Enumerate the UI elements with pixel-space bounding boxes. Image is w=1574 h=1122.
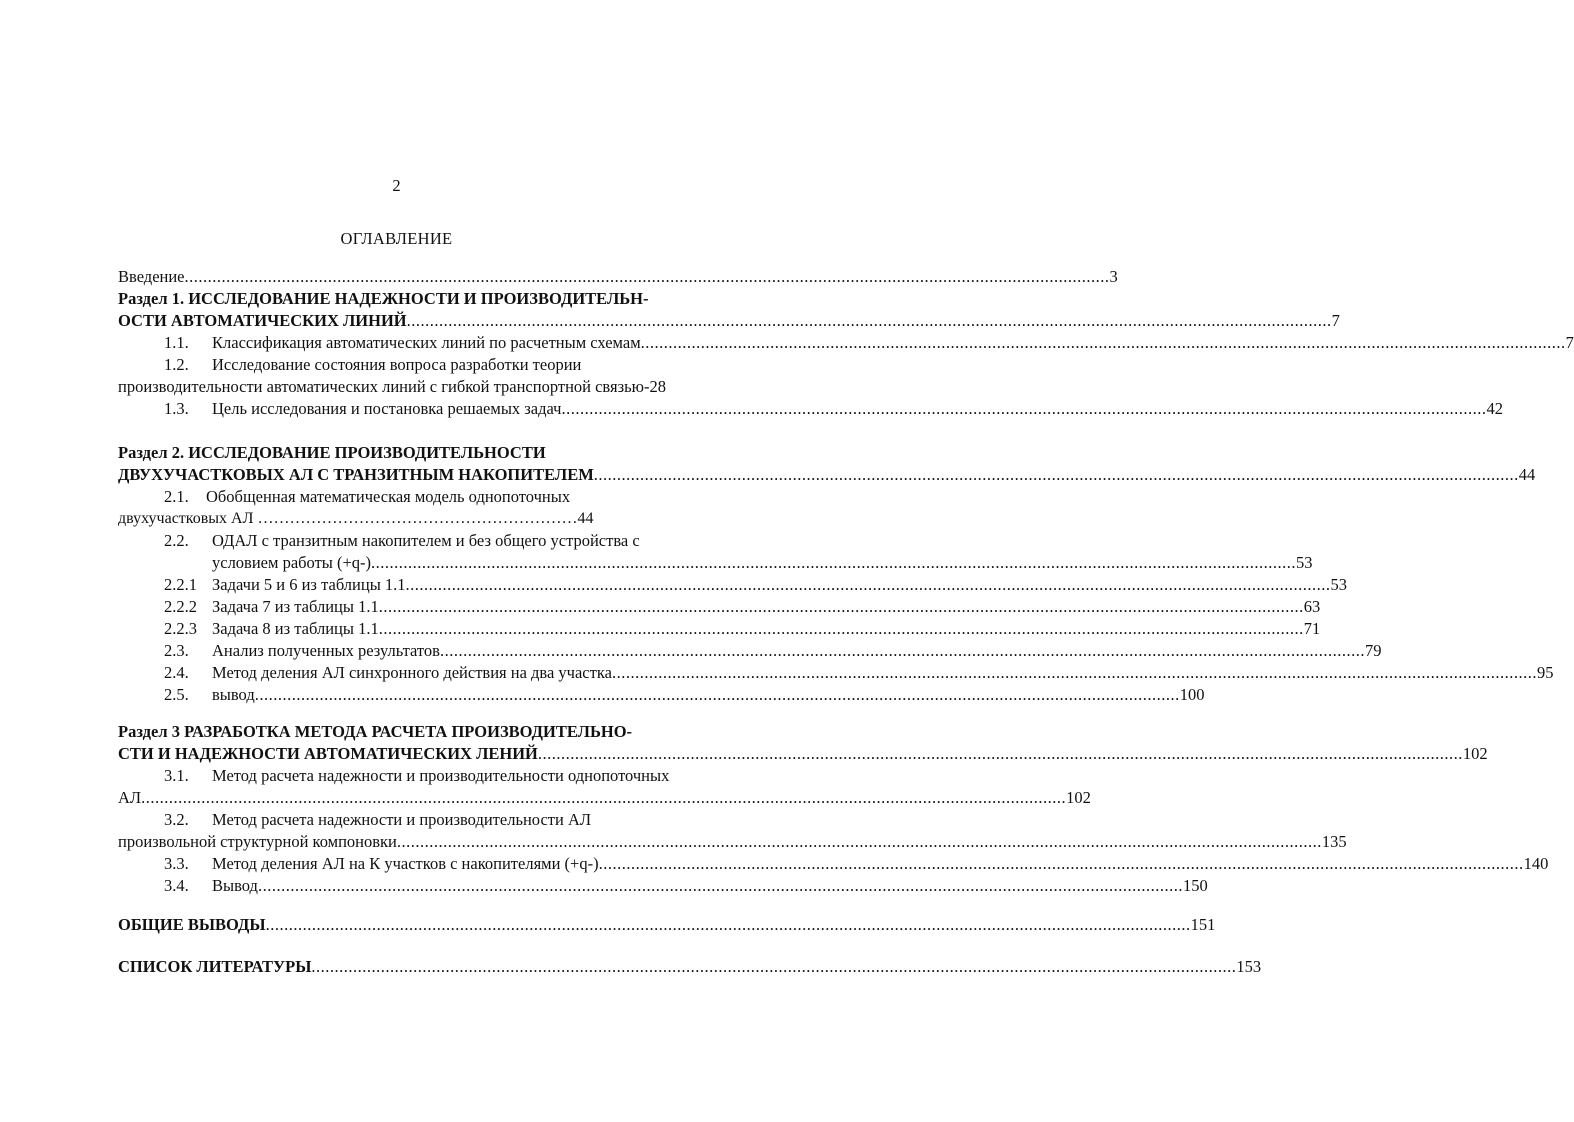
- toc-entry-1-2-line2[interactable]: производительности автоматических линий с гибкой транспортной связью-28: [118, 377, 666, 396]
- toc-general-conclusions[interactable]: ОБЩИЕ ВЫВОДЫ ........................................................................................................................................................................................................ 151: [118, 915, 1216, 934]
- toc-section-2-line2[interactable]: ДВУХУЧАСТКОВЫХ АЛ С ТРАНЗИТНЫМ НАКОПИТЕЛЕМ ........................................................................................................................................................................................................ 44: [118, 465, 1536, 484]
- toc-entry-2-4[interactable]: 2.4. Метод деления АЛ синхронного действия на два участка ........................................................................................................................................................................................................ 95: [164, 663, 1554, 682]
- toc-entry-3-2-line2[interactable]: произвольной структурной компоновки ........................................................................................................................................................................................................ 135: [118, 832, 1347, 851]
- toc-entry-2-3[interactable]: 2.3. Анализ полученных результатов ........................................................................................................................................................................................................ 79: [164, 641, 1382, 660]
- toc-entry-3-1-line1[interactable]: 3.1. Метод расчета надежности и производительности однопоточных: [164, 766, 670, 785]
- toc-entry-3-4[interactable]: 3.4. Вывод ........................................................................................................................................................................................................ 150: [164, 876, 1208, 895]
- toc-entry-2-2-3[interactable]: 2.2.3 Задача 8 из таблицы 1.1 ........................................................................................................................................................................................................ 71: [164, 619, 1321, 638]
- toc-entry-2-2-1[interactable]: 2.2.1 Задачи 5 и 6 из таблицы 1.1 ........................................................................................................................................................................................................ 53: [164, 575, 1348, 594]
- toc-section-2-line1[interactable]: Раздел 2. ИССЛЕДОВАНИЕ ПРОИЗВОДИТЕЛЬНОСТИ: [118, 443, 546, 462]
- toc-section-1-line1[interactable]: Раздел 1. ИССЛЕДОВАНИЕ НАДЕЖНОСТИ И ПРОИЗВОДИТЕЛЬН-: [118, 289, 649, 308]
- toc-entry-3-1-line2[interactable]: АЛ ........................................................................................................................................................................................................ 102: [118, 788, 1091, 807]
- toc-entry-introduction[interactable]: Введение ........................................................................................................................................................................................................ 3: [118, 267, 1118, 286]
- page-number: 2: [392, 176, 401, 195]
- toc-entry-2-1-line2[interactable]: двухучастковых АЛ ……………………………………………………44: [118, 510, 594, 527]
- toc-entry-2-2-2[interactable]: 2.2.2 Задача 7 из таблицы 1.1 ........................................................................................................................................................................................................ 63: [164, 597, 1321, 616]
- toc-entry-1-1[interactable]: 1.1. Классификация автоматических линий по расчетным схемам ........................................................................................................................................................................................................ 7: [164, 333, 1574, 352]
- toc-section-3-line2[interactable]: СТИ И НАДЕЖНОСТИ АВТОМАТИЧЕСКИХ ЛЕНИЙ ........................................................................................................................................................................................................ 102: [118, 744, 1488, 763]
- toc-section-3-line1[interactable]: Раздел 3 РАЗРАБОТКА МЕТОДА РАСЧЕТА ПРОИЗВОДИТЕЛЬНО-: [118, 722, 633, 741]
- toc-entry-2-1-line1[interactable]: 2.1. Обобщенная математическая модель однопоточных: [164, 487, 571, 506]
- toc-section-1-line2[interactable]: ОСТИ АВТОМАТИЧЕСКИХ ЛИНИЙ ........................................................................................................................................................................................................ 7: [118, 311, 1340, 330]
- toc-references[interactable]: СПИСОК ЛИТЕРАТУРЫ ........................................................................................................................................................................................................ 153: [118, 957, 1262, 976]
- toc-entry-2-2-line1[interactable]: 2.2. ОДАЛ с транзитным накопителем и без общего устройства с: [164, 531, 640, 550]
- toc-entry-3-3[interactable]: 3.3. Метод деления АЛ на К участков с накопителями (+q-) ........................................................................................................................................................................................................ 140: [164, 854, 1549, 873]
- toc-entry-3-2-line1[interactable]: 3.2. Метод расчета надежности и производительности АЛ: [164, 810, 592, 829]
- toc-heading: ОГЛАВЛЕНИЕ: [340, 229, 453, 248]
- toc-entry-2-2-line2[interactable]: условием работы (+q-) ........................................................................................................................................................................................................ 53: [212, 553, 1313, 572]
- toc-entry-2-5[interactable]: 2.5. вывод ........................................................................................................................................................................................................ 100: [164, 685, 1205, 704]
- toc-entry-1-2-line1[interactable]: 1.2. Исследование состояния вопроса разработки теории: [164, 355, 582, 374]
- toc-entry-1-3[interactable]: 1.3. Цель исследования и постановка решаемых задач ........................................................................................................................................................................................................ 42: [164, 399, 1503, 418]
